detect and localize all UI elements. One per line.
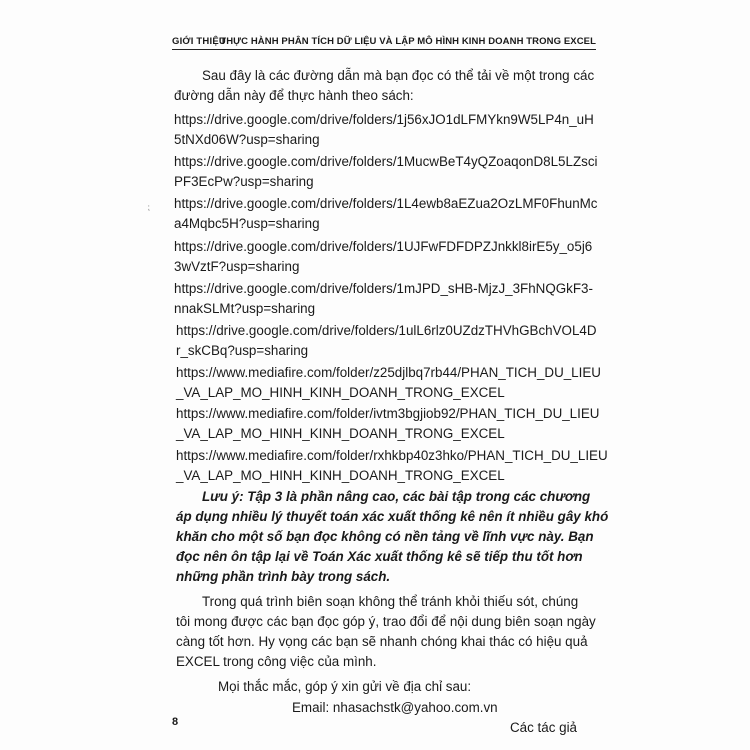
header-book-title: THỰC HÀNH PHÂN TÍCH DỮ LIỆU VÀ LẬP MÔ HÌNH KINH DOANH TRONG EXCEL (220, 36, 596, 47)
closing-line: Trong quá trình biên soạn không thể tránh khỏi thiếu sót, chúng (202, 594, 579, 609)
note-line: đọc nên ôn tập lại về Toán Xác xuất thống kê sẽ tiếp thu tốt hơn (176, 549, 583, 564)
link-line: _VA_LAP_MO_HINH_KINH_DOANH_TRONG_EXCEL (176, 426, 505, 441)
signature: Các tác giả (510, 720, 577, 735)
link-line: https://drive.google.com/drive/folders/1L4ewb8aEZua2OzLMF0FhunMc (174, 196, 598, 211)
contact-line: Mọi thắc mắc, góp ý xin gửi về địa chỉ sau: (218, 679, 472, 694)
link-line: https://www.mediafire.com/folder/ivtm3bgjiob92/PHAN_TICH_DU_LIEU (176, 406, 600, 421)
page-number: 8 (172, 716, 179, 728)
email-line: Email: nhasachstk@yahoo.com.vn (292, 700, 498, 715)
intro-line: Sau đây là các đường dẫn mà bạn đọc có thể tải về một trong các (202, 68, 595, 83)
note-line: Lưu ý: Tập 3 là phần nâng cao, các bài tập trong các chương (202, 489, 591, 504)
closing-line: tôi mong được các bạn đọc góp ý, trao đổi để nội dung biên soạn ngày (176, 614, 596, 629)
intro-line: đường dẫn này để thực hành theo sách: (174, 88, 414, 103)
link-line: https://www.mediafire.com/folder/z25djlbq7rb44/PHAN_TICH_DU_LIEU (176, 365, 601, 380)
link-line: a4Mqbc5H?usp=sharing (174, 216, 320, 231)
link-line: https://drive.google.com/drive/folders/1mJPD_sHB-MjzJ_3FhNQGkF3- (174, 281, 593, 296)
link-line: r_skCBq?usp=sharing (176, 343, 309, 358)
header-section: GIỚI THIỆU (172, 36, 226, 47)
link-line: _VA_LAP_MO_HINH_KINH_DOANH_TRONG_EXCEL (176, 385, 505, 400)
link-line: 5tNXd06W?usp=sharing (174, 132, 320, 147)
header-rule (172, 49, 596, 50)
link-line: https://drive.google.com/drive/folders/1MucwBeT4yQZoaqonD8L5LZsci (174, 154, 598, 169)
link-line: https://drive.google.com/drive/folders/1ulL6rlz0UZdzTHVhGBchVOL4D (176, 323, 597, 338)
note-line: những phần trình bày trong sách. (176, 569, 391, 584)
link-line: https://drive.google.com/drive/folders/1j56xJO1dLFMYkn9W5LP4n_uH (174, 112, 594, 127)
link-line: PF3EcPw?usp=sharing (174, 174, 314, 189)
closing-line: EXCEL trong công việc của mình. (176, 654, 377, 669)
link-line: _VA_LAP_MO_HINH_KINH_DOANH_TRONG_EXCEL (176, 468, 505, 483)
closing-line: càng tốt hơn. Hy vọng các bạn sẽ nhanh chóng khai thác có hiệu quả (176, 634, 588, 649)
link-line: nnakSLMt?usp=sharing (174, 301, 316, 316)
link-line: https://drive.google.com/drive/folders/1UJFwFDFDPZJnkkl8irE5y_o5j6 (174, 239, 593, 254)
note-line: áp dụng nhiều lý thuyết toán xác xuất thống kê nên ít nhiều gây khó (176, 509, 609, 524)
link-line: https://www.mediafire.com/folder/rxhkbp40z3hko/PHAN_TICH_DU_LIEU (176, 448, 608, 463)
paper-speck: ⁏ (147, 202, 151, 212)
link-line: 3wVztF?usp=sharing (174, 259, 300, 274)
note-line: khăn cho một số bạn đọc không có nền tảng về lĩnh vực này. Bạn (176, 529, 594, 544)
